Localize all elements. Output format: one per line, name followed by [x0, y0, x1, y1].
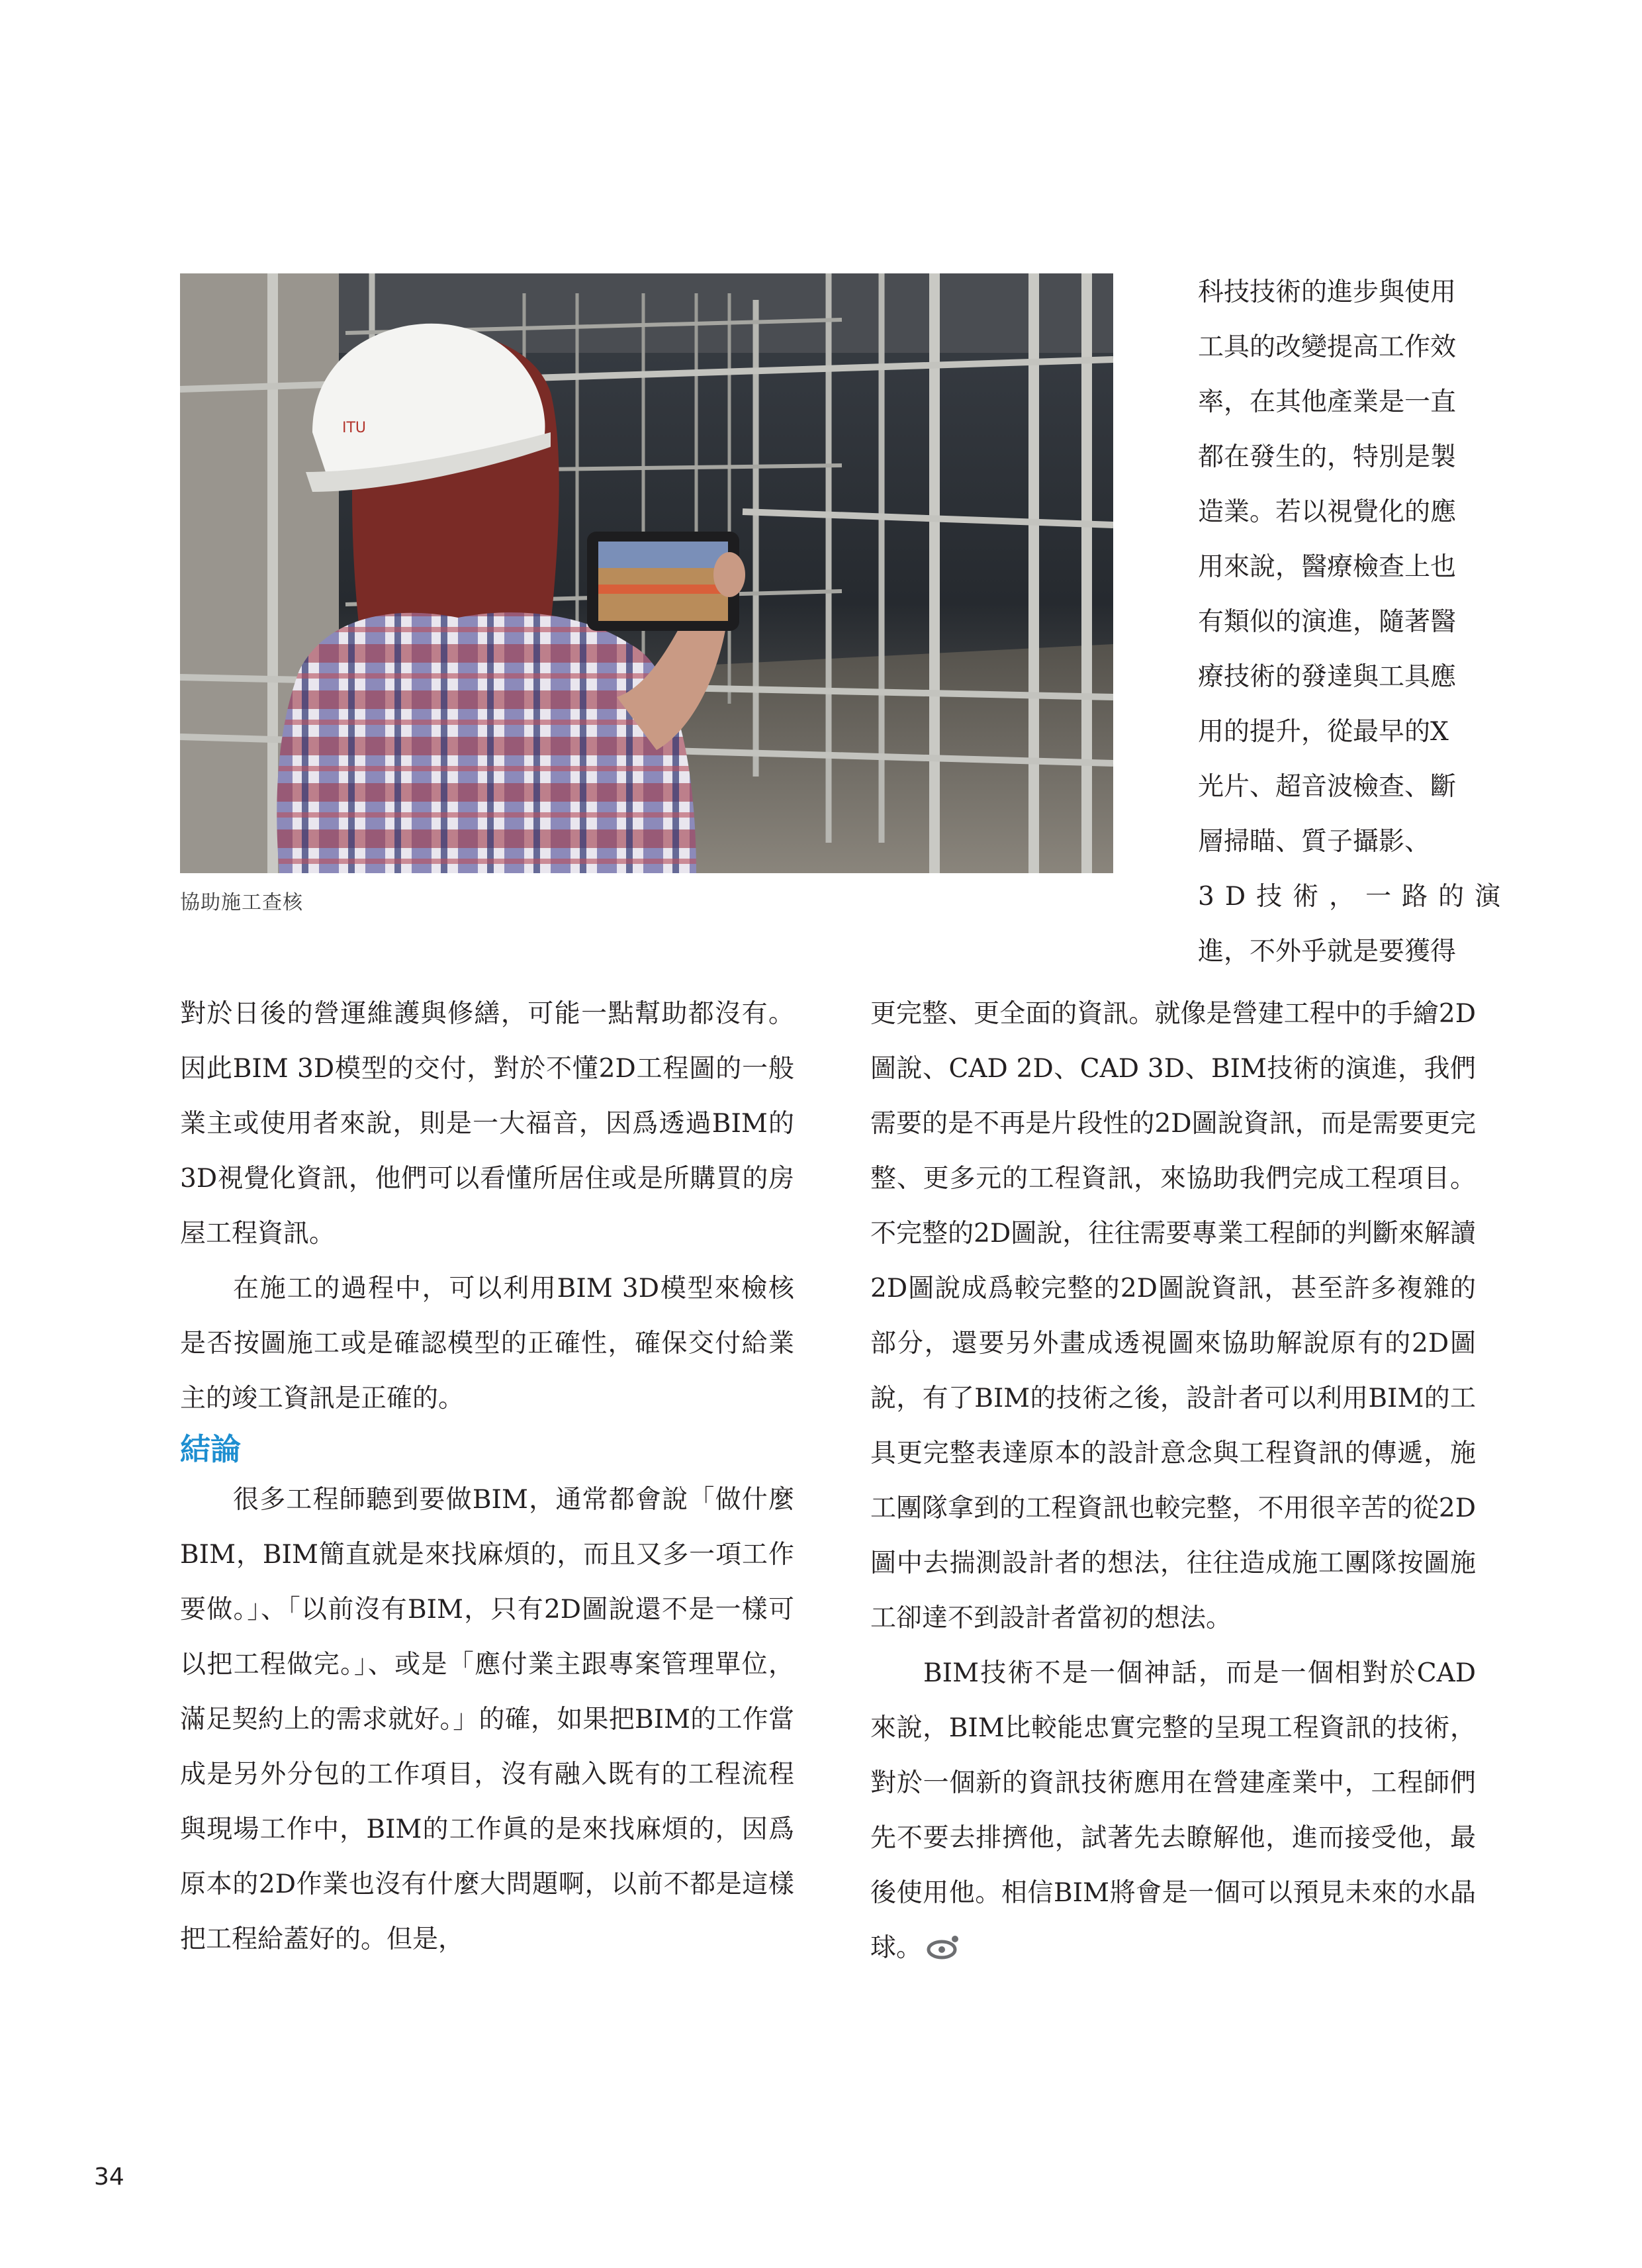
eye-logo-icon [926, 1934, 960, 1960]
intro-line: 率，在其他產業是一直 [1198, 387, 1457, 417]
intro-line: 用來說，醫療檢查上也 [1198, 552, 1457, 582]
body-paragraph [870, 1646, 1476, 1975]
body-paragraph: 在施工的過程中，可以利用BIM 3D模型來檢核是否按圖施工或是確認模型的正確性，確保交付給業主的竣工資訊是正確的。 [180, 1274, 794, 1413]
intro-line: 都在發生的，特別是製 [1198, 442, 1457, 472]
page-number: 34 [94, 2163, 124, 2191]
intro-line: 光片、超音波檢查、斷 [1198, 772, 1457, 802]
intro-line: 3D技術，一路的演 [1198, 882, 1512, 912]
intro-line: 造業。若以視覺化的應 [1198, 497, 1457, 527]
intro-line: 進，不外乎就是要獲得 [1198, 937, 1457, 967]
intro-line: 療技術的發達與工具應 [1198, 662, 1457, 692]
body-paragraph: 更完整、更全面的資訊。就像是營建工程中的手繪2D圖說、CAD 2D、CAD 3D、BIM技術的演進，我們需要的是不再是片段性的2D圖說資訊，而是需要更完整、更多元的工程資訊，來協助我們完成工程項目。不完整的2D圖說，往往需要專業工程師的判斷來解讀2D圖說成爲較完整的2D圖說資訊，甚至許多複雜的部分，還要另外畫成透視圖來協助解說原有的2D圖說，有了BIM的技術之後，設計者可以利用BIM的工具更完整表達原本的設計意念與工程資訊的傳遞，施工團隊拿到的工程資訊也較完整，不用很辛苦的從2D圖中去揣測設計者的想法，往往造成施工團隊按圖施工卻達不到設計者當初的想法。 [870, 999, 1476, 1633]
section-heading: 結論 [180, 1431, 241, 1467]
helmet-logo: ITU [342, 420, 367, 436]
intro-line: 工具的改變提高工作效 [1198, 332, 1457, 362]
right-text-column [870, 986, 1476, 1975]
photo-illustration [180, 273, 1113, 873]
closing-paragraph-text: BIM技術不是一個神話，而是一個相對於CAD來說，BIM比較能忠實完整的呈現工程資訊的技術，對於一個新的資訊技術應用在營建產業中，工程師們先不要去排擠他，試著先去瞭解他，進而接受他，最後使用他。相信BIM將會是一個可以預見未來的水晶球。 [870, 1658, 1476, 1963]
intro-line: 用的提升，從最早的X [1198, 717, 1449, 747]
left-text-column [180, 986, 794, 1967]
body-paragraph: 很多工程師聽到要做BIM，通常都會說「做什麼BIM，BIM簡直就是來找麻煩的，而且又多一項工作要做。」、「以前沒有BIM，只有2D圖說還不是一樣可以把工程做完。」、或是「應付業主跟專案管理單位，滿足契約上的需求就好。」的確，如果把BIM的工作當成是另外分包的工作項目，沒有融入既有的工程流程與現場工作中，BIM的工作眞的是來找麻煩的，因爲原本的2D作業也沒有什麼大問題啊，以前不都是這樣把工程給蓋好的。但是， [180, 1485, 794, 1954]
intro-line: 層掃瞄、質子攝影、 [1198, 827, 1431, 857]
intro-line: 科技技術的進步與使用 [1198, 277, 1457, 307]
intro-wrap-column [1198, 265, 1512, 979]
body-paragraph: 對於日後的營運維護與修繕，可能一點幫助都沒有。因此BIM 3D模型的交付，對於不懂2D工程圖的一般業主或使用者來說，則是一大福音，因爲透過BIM的3D視覺化資訊，他們可以看懂所居住或是所購買的房屋工程資訊。 [180, 999, 794, 1249]
photo-caption: 協助施工查核 [180, 891, 303, 914]
construction-site-photo [180, 273, 1113, 873]
intro-line: 有類似的演進，隨著醫 [1198, 607, 1457, 637]
